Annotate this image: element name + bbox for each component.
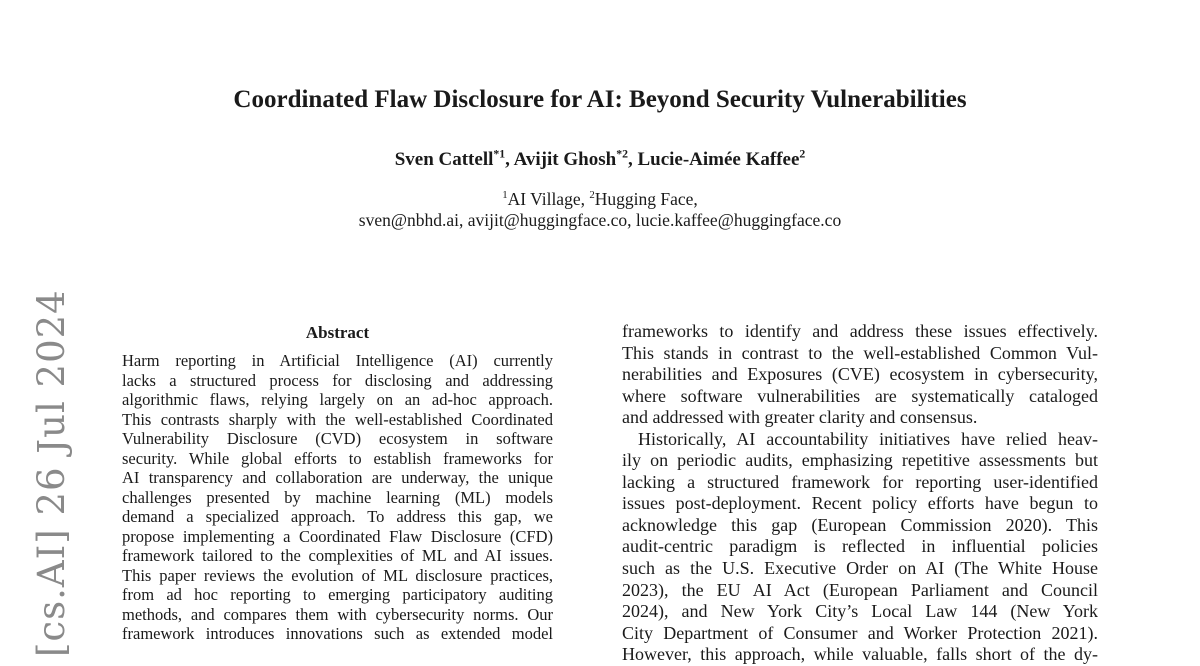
right-column-paragraph-2: [622, 429, 1098, 666]
text-line: This contrasts sharply with the well-established Coordinated: [122, 409, 553, 429]
text-line: and addressed with greater clarity and consensus.: [622, 407, 978, 428]
author-name: Lucie-Aimée Kaffee: [637, 149, 800, 170]
text-line: Vulnerability Disclosure (CVD) ecosystem in software: [122, 429, 553, 448]
text-line: such as the U.S. Executive Order on AI (The White House: [622, 558, 1098, 579]
text-line: algorithmic flaws, relying largely on an ad-hoc approach.: [122, 390, 553, 409]
text-line: This stands in contrast to the well-established Common Vul-: [622, 342, 1098, 363]
text-line: frameworks to identify and address these issues effectively.: [622, 321, 1098, 341]
right-text-column: [622, 321, 1098, 666]
text-line: lacking a structured framework for reporting user-identified: [622, 471, 1098, 492]
text-line: issues post-deployment. Recent policy efforts have begun to: [622, 493, 1098, 514]
paper-title: Coordinated Flaw Disclosure for AI: Beyond Security Vulnerabilities: [233, 86, 967, 113]
text-line: lacks a structured process for disclosing and addressing: [122, 370, 553, 390]
right-column-paragraph-1: [622, 321, 1098, 429]
text-line: challenges presented by machine learning (ML) models: [122, 487, 553, 507]
author-name: Avijit Ghosh: [513, 149, 617, 170]
text-line: 2023), the EU AI Act (European Parliament and Council: [622, 579, 1098, 600]
text-line: However, this approach, while valuable, falls short of the dy-: [622, 644, 1098, 665]
arxiv-sidebar-watermark: [cs.AI] 26 Jul 2024: [30, 289, 73, 657]
text-line: AI transparency and collaboration are underway, the unique: [122, 468, 553, 487]
text-line: where software vulnerabilities are systematically cataloged: [622, 385, 1098, 406]
abstract-heading: Abstract: [305, 323, 370, 342]
author-superscript: *1: [493, 147, 506, 161]
affiliation-superscript: 1: [502, 189, 508, 202]
text-line: framework tailored to the complexities of ML and AI issues.: [122, 546, 553, 565]
text-line: acknowledge this gap (European Commission 2020). This: [622, 514, 1098, 535]
text-line: This paper reviews the evolution of ML disclosure practices,: [122, 565, 553, 585]
text-line: methods, and compares them with cybersecurity norms. Our: [122, 604, 553, 624]
affiliation-superscript: 2: [589, 189, 595, 202]
text-line: nerabilities and Exposures (CVE) ecosystem in cybersecurity,: [622, 364, 1098, 385]
text-line: propose implementing a Coordinated Flaw Disclosure (CFD): [122, 526, 553, 546]
author-line: Sven Cattell$^{*1}$, Avijit Ghosh$^{*2}$, Lucie-Aimée Kaffee$^2$: [394, 147, 806, 170]
abstract-text-column: [122, 351, 553, 644]
text-line: audit-centric paradigm is reflected in influential policies: [622, 536, 1098, 557]
author-superscript: 2: [799, 147, 806, 161]
text-line: 2024), and New York City’s Local Law 144 (New York: [622, 601, 1098, 622]
text-line: Harm reporting in Artificial Intelligence (AI) currently: [122, 351, 553, 370]
text-line: security. While global efforts to establish frameworks for: [122, 448, 553, 468]
text-line: demand a specialized approach. To address this gap, we: [122, 507, 553, 526]
text-line: from ad hoc reporting to emerging participatory auditing: [122, 585, 553, 604]
text-line: City Department of Consumer and Worker Protection 2021).: [622, 622, 1098, 643]
text-line: framework introduces innovations such as extended model: [122, 624, 553, 643]
text-line: ily on periodic audits, emphasizing repetitive assessments but: [622, 450, 1098, 471]
email-line: sven@nbhd.ai, avijit@huggingface.co, lucie.kaffee@huggingface.co: [358, 210, 842, 230]
affiliation-line: $^1$AI Village, $^2$Hugging Face,: [502, 189, 698, 209]
text-line: Historically, AI accountability initiatives have relied heav-: [638, 428, 1098, 449]
author-superscript: *2: [616, 147, 628, 161]
author-name: Sven Cattell: [394, 149, 494, 170]
